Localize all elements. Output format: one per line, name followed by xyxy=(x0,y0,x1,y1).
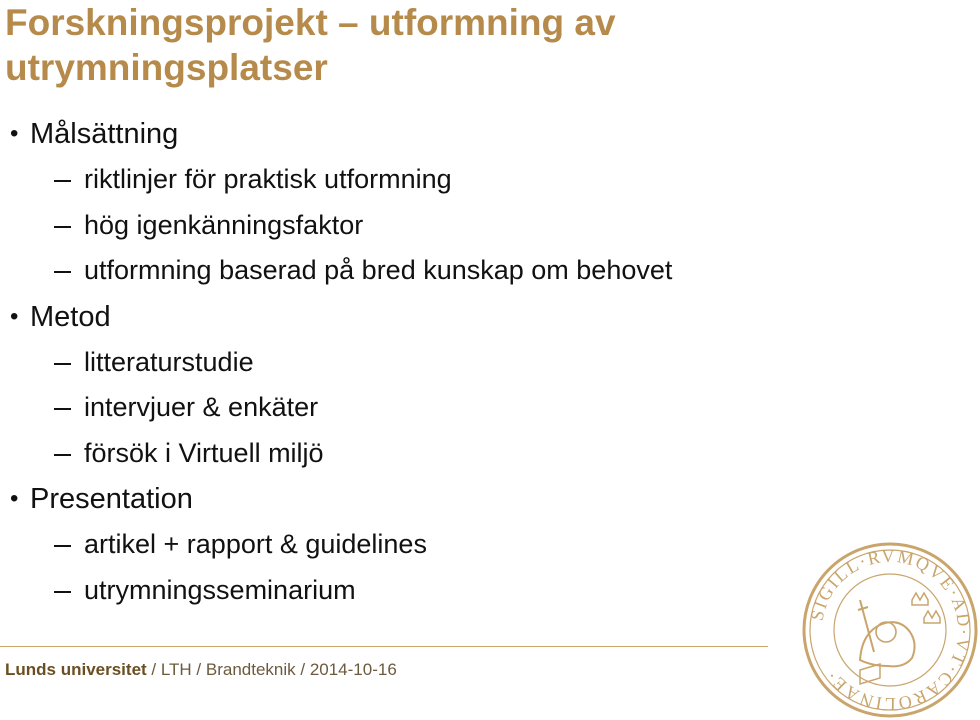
footer-details: / LTH / Brandteknik / 2014-10-16 xyxy=(146,660,397,679)
bullet-icon: • xyxy=(10,485,19,512)
dash-icon xyxy=(54,180,71,182)
bullet-icon: • xyxy=(10,120,19,147)
section-heading-malsattning xyxy=(0,111,800,157)
dash-icon xyxy=(54,271,71,273)
dash-icon xyxy=(54,454,71,456)
sub-item xyxy=(0,385,800,431)
sub-item xyxy=(0,203,800,249)
footer xyxy=(5,659,397,681)
lund-university-seal-icon xyxy=(800,540,980,720)
bullet-text: Presentation xyxy=(30,483,193,515)
bullet-text: Målsättning xyxy=(30,118,179,150)
seal-inscription: SIGILL·RVMQVE·AD·VT·CAROLINAE· xyxy=(806,545,975,715)
section-heading-presentation xyxy=(0,476,800,522)
sub-item xyxy=(0,568,800,614)
bullet-text: Metod xyxy=(30,300,111,333)
dash-icon xyxy=(54,545,71,547)
sub-item-text: hög igenkänningsfaktor xyxy=(84,209,364,240)
sub-item-text: utformning baserad på bred kunskap om behovet xyxy=(84,255,673,285)
slide-title: Forskningsprojekt – utformning av utrymningsplatser xyxy=(5,2,616,88)
dash-icon xyxy=(54,226,71,228)
sub-item-text: litteraturstudie xyxy=(84,346,254,377)
sub-item-text: försök i Virtuell miljö xyxy=(84,437,324,468)
sub-item xyxy=(0,157,800,203)
sub-item-text: riktlinjer för praktisk utformning xyxy=(84,164,452,194)
sub-item-text: utrymningsseminarium xyxy=(84,574,356,605)
svg-text:SIGILL·RVMQVE·AD·VT·CAROLINAE· xyxy=(807,546,975,714)
bullet-list xyxy=(0,111,800,613)
sub-item xyxy=(0,431,800,477)
dash-icon xyxy=(54,591,71,593)
sub-item xyxy=(0,340,800,386)
dash-icon xyxy=(54,408,71,410)
bullet-icon: • xyxy=(10,302,19,330)
sub-item-text: intervjuer & enkäter xyxy=(84,392,319,422)
footer-organization: Lunds universitet xyxy=(5,660,147,679)
sub-item-text: artikel + rapport & guidelines xyxy=(84,529,427,559)
sub-item xyxy=(0,522,800,568)
section-heading-metod xyxy=(0,294,800,340)
dash-icon xyxy=(54,363,71,365)
sub-item xyxy=(0,248,800,294)
footer-divider xyxy=(0,646,768,647)
